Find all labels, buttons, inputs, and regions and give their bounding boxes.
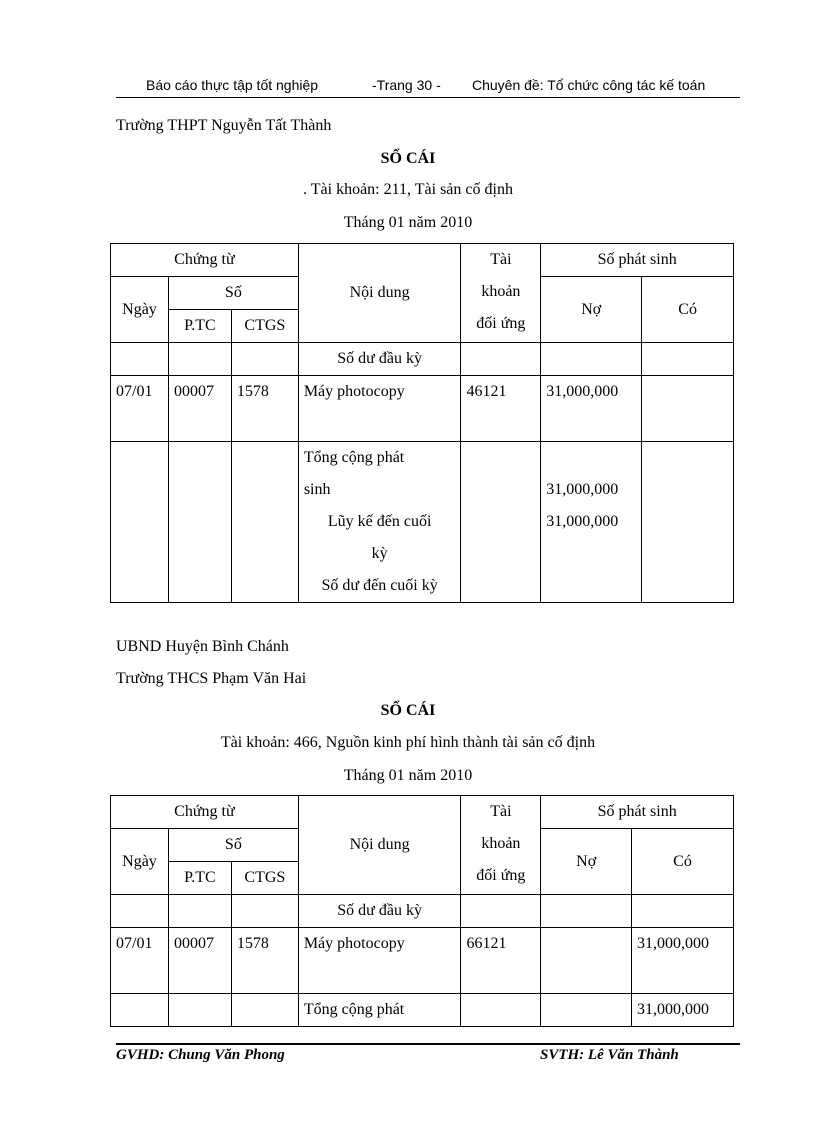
col-so: Số (168, 829, 298, 862)
closing-balance-label: Số dư đến cuối kỳ (321, 577, 438, 594)
header-report-title: Báo cáo thực tập tốt nghiệp (146, 77, 319, 93)
ledger1-title: SỔ CÁI (380, 150, 436, 167)
col-so-phat-sinh: Số phát sinh (541, 796, 734, 829)
row-ctgs: 1578 (231, 928, 298, 994)
total-label-1: Tổng cộng phát (303, 449, 405, 466)
col-no: Nợ (541, 829, 632, 895)
row-ngay: 07/01 (111, 376, 169, 442)
cumulative-label: Lũy kế đến cuối (327, 513, 432, 530)
ledger2-period: Tháng 01 năm 2010 (343, 767, 473, 784)
col-tk-line2: khoản (481, 835, 521, 852)
ledger2-total-row (111, 994, 734, 1027)
total-no-values (541, 442, 642, 603)
opening-balance-label: Số dư đầu kỳ (298, 895, 461, 928)
ledger2-school: Trường THCS Phạm Văn Hai (116, 670, 307, 687)
ledger1-period: Tháng 01 năm 2010 (343, 214, 473, 231)
ledger1-school: Trường THPT Nguyễn Tất Thành (116, 117, 332, 134)
row-no: 31,000,000 (541, 376, 642, 442)
col-tk-line2: khoản (481, 283, 521, 300)
col-tk-line1: Tài (490, 251, 512, 268)
row-co (642, 376, 734, 442)
row-no (541, 928, 632, 994)
col-tai-khoan-doi-ung (461, 244, 541, 343)
total-co: 31,000,000 (632, 994, 734, 1027)
ledger2-title: SỔ CÁI (380, 702, 436, 719)
ledger2-table (110, 795, 734, 1027)
col-noi-dung: Nội dung (298, 796, 461, 895)
ledger1-account: . Tài khoản: 211, Tài sản cố định (303, 181, 513, 198)
col-co: Có (642, 277, 734, 343)
row-ctgs: 1578 (231, 376, 298, 442)
col-no: Nợ (541, 277, 642, 343)
col-tk-line1: Tài (490, 803, 512, 820)
row-ngay: 07/01 (111, 928, 169, 994)
opening-balance-label: Số dư đầu kỳ (298, 343, 461, 376)
col-co: Có (632, 829, 734, 895)
col-chung-tu: Chứng từ (111, 796, 299, 829)
ledger1-header-row-1 (111, 244, 734, 277)
col-ctgs: CTGS (231, 862, 298, 895)
col-ngay: Ngày (111, 829, 169, 895)
ledger1-table (110, 243, 734, 603)
table-row (111, 928, 734, 994)
col-chung-tu: Chứng từ (111, 244, 299, 277)
ledger1-total-row (111, 442, 734, 603)
total-labels (298, 442, 461, 603)
cumulative-label-2: kỳ (371, 545, 388, 562)
col-tai-khoan-doi-ung (461, 796, 541, 895)
col-ctgs: CTGS (231, 310, 298, 343)
header-rule (116, 97, 740, 98)
row-co: 31,000,000 (632, 928, 734, 994)
header-topic: Chuyên đề: Tổ chức công tác kế toán (472, 77, 706, 93)
col-ptc: P.TC (168, 310, 231, 343)
ledger2-agency: UBND Huyện Bình Chánh (116, 638, 289, 655)
col-tk-line3: đối ứng (476, 315, 526, 332)
row-tai-khoan: 66121 (461, 928, 541, 994)
ledger2-opening-row (111, 895, 734, 928)
row-noi-dung: Máy photocopy (298, 928, 461, 994)
total-label: Tổng cộng phát (298, 994, 461, 1027)
col-noi-dung: Nội dung (298, 244, 461, 343)
col-ngay: Ngày (111, 277, 169, 343)
total-label-2: sinh (303, 481, 331, 498)
ledger2-header-row-1 (111, 796, 734, 829)
footer-student: SVTH: Lê Văn Thành (540, 1047, 679, 1063)
col-so: Số (168, 277, 298, 310)
row-noi-dung: Máy photocopy (298, 376, 461, 442)
cumulative-no: 31,000,000 (546, 513, 619, 530)
footer-advisor: GVHD: Chung Văn Phong (116, 1047, 285, 1063)
col-so-phat-sinh: Số phát sinh (541, 244, 734, 277)
row-ptc: 00007 (168, 376, 231, 442)
ledger2-account: Tài khoản: 466, Nguồn kinh phí hình thành tài sản cố định (220, 734, 596, 751)
table-row (111, 376, 734, 442)
row-tai-khoan: 46121 (461, 376, 541, 442)
ledger1-opening-row (111, 343, 734, 376)
footer-rule (116, 1043, 740, 1045)
col-tk-line3: đối ứng (476, 867, 526, 884)
total-no: 31,000,000 (546, 481, 619, 498)
col-ptc: P.TC (168, 862, 231, 895)
row-ptc: 00007 (168, 928, 231, 994)
header-page-number: -Trang 30 - (372, 77, 441, 93)
